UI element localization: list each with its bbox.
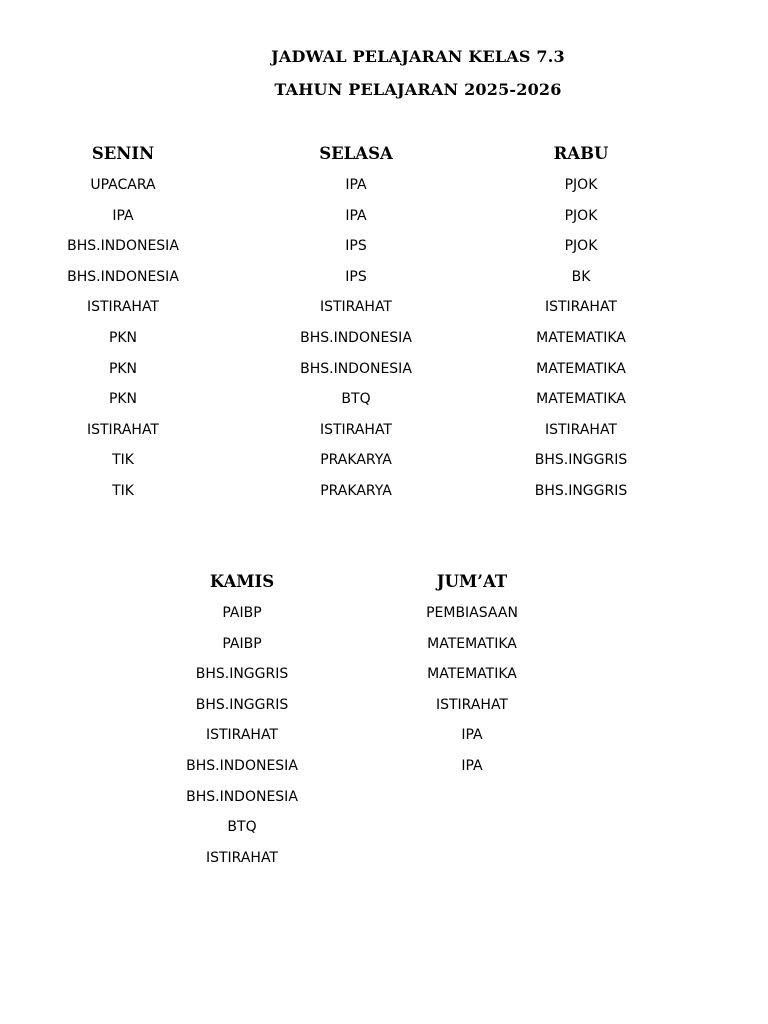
subject-item: BHS.INGGRIS <box>534 452 628 469</box>
day-heading: RABU <box>553 144 609 163</box>
subject-item: PRAKARYA <box>320 482 392 499</box>
day-column-jumat <box>352 571 592 787</box>
subject-item: PJOK <box>564 177 598 193</box>
subject-item: BHS.INGGRIS <box>195 666 289 683</box>
subject-item: BK <box>571 268 591 285</box>
subject-item: BHS.INDONESIA <box>67 268 179 285</box>
subject-item: PEMBIASAAN <box>426 605 518 621</box>
subject-item: PKN <box>108 360 138 377</box>
subject-item: IPS <box>345 268 367 285</box>
subject-item: IPA <box>461 757 483 774</box>
subject-list <box>122 603 362 878</box>
subject-item: ISTIRAHAT <box>205 727 278 744</box>
subject-item: BHS.INGGRIS <box>534 482 628 499</box>
day-heading: SENIN <box>91 144 155 163</box>
subject-item: PJOK <box>564 207 598 224</box>
subject-item: ISTIRAHAT <box>205 849 278 866</box>
subject-item: PRAKARYA <box>320 452 392 469</box>
day-column-selasa <box>236 143 476 512</box>
subject-item: IPA <box>345 177 367 193</box>
subject-item: ISTIRAHAT <box>319 421 392 438</box>
subject-list <box>3 175 243 512</box>
day-heading: KAMIS <box>209 572 275 591</box>
subject-item: TIK <box>112 452 134 469</box>
subject-item: IPA <box>461 727 483 744</box>
subject-item: PJOK <box>564 238 598 255</box>
subject-item: BHS.INDONESIA <box>300 360 412 377</box>
subject-item: TIK <box>112 482 134 499</box>
subject-item: IPA <box>345 207 367 224</box>
subject-item: MATEMATIKA <box>536 360 626 377</box>
subject-item: MATEMATIKA <box>427 666 517 683</box>
subject-item: ISTIRAHAT <box>544 421 617 438</box>
subject-item: ISTIRAHAT <box>319 299 392 316</box>
subject-item: ISTIRAHAT <box>435 696 508 713</box>
day-column-rabu <box>461 143 701 512</box>
page-title: JADWAL PELAJARAN KELAS 7.3 <box>271 47 565 66</box>
day-heading: SELASA <box>319 144 393 163</box>
day-column-kamis <box>122 571 362 878</box>
day-heading: JUM’AT <box>436 572 508 591</box>
subject-item: BTQ <box>227 819 257 836</box>
subject-list <box>236 175 476 512</box>
subject-item: IPA <box>112 207 134 224</box>
subject-item: MATEMATIKA <box>536 391 626 408</box>
subject-item: ISTIRAHAT <box>86 299 159 316</box>
subject-item: PKN <box>108 329 138 346</box>
subject-item: PAIBP <box>222 605 262 621</box>
subject-item: BHS.INDONESIA <box>186 757 298 774</box>
subject-item: BTQ <box>341 391 371 408</box>
subject-item: PKN <box>108 391 138 408</box>
subject-list <box>461 175 701 512</box>
subject-item: PAIBP <box>222 635 262 652</box>
subject-item: BHS.INDONESIA <box>300 329 412 346</box>
subject-item: BHS.INGGRIS <box>195 696 289 713</box>
subject-item: UPACARA <box>90 177 156 193</box>
subject-item: MATEMATIKA <box>427 635 517 652</box>
subject-item: BHS.INDONESIA <box>186 788 298 805</box>
subject-item: ISTIRAHAT <box>86 421 159 438</box>
day-column-senin <box>3 143 243 512</box>
page-subtitle: TAHUN PELAJARAN 2025-2026 <box>274 80 562 99</box>
subject-item: ISTIRAHAT <box>544 299 617 316</box>
subject-item: MATEMATIKA <box>536 329 626 346</box>
subject-item: BHS.INDONESIA <box>67 238 179 255</box>
subject-item: IPS <box>345 238 367 255</box>
subject-list <box>352 603 592 787</box>
